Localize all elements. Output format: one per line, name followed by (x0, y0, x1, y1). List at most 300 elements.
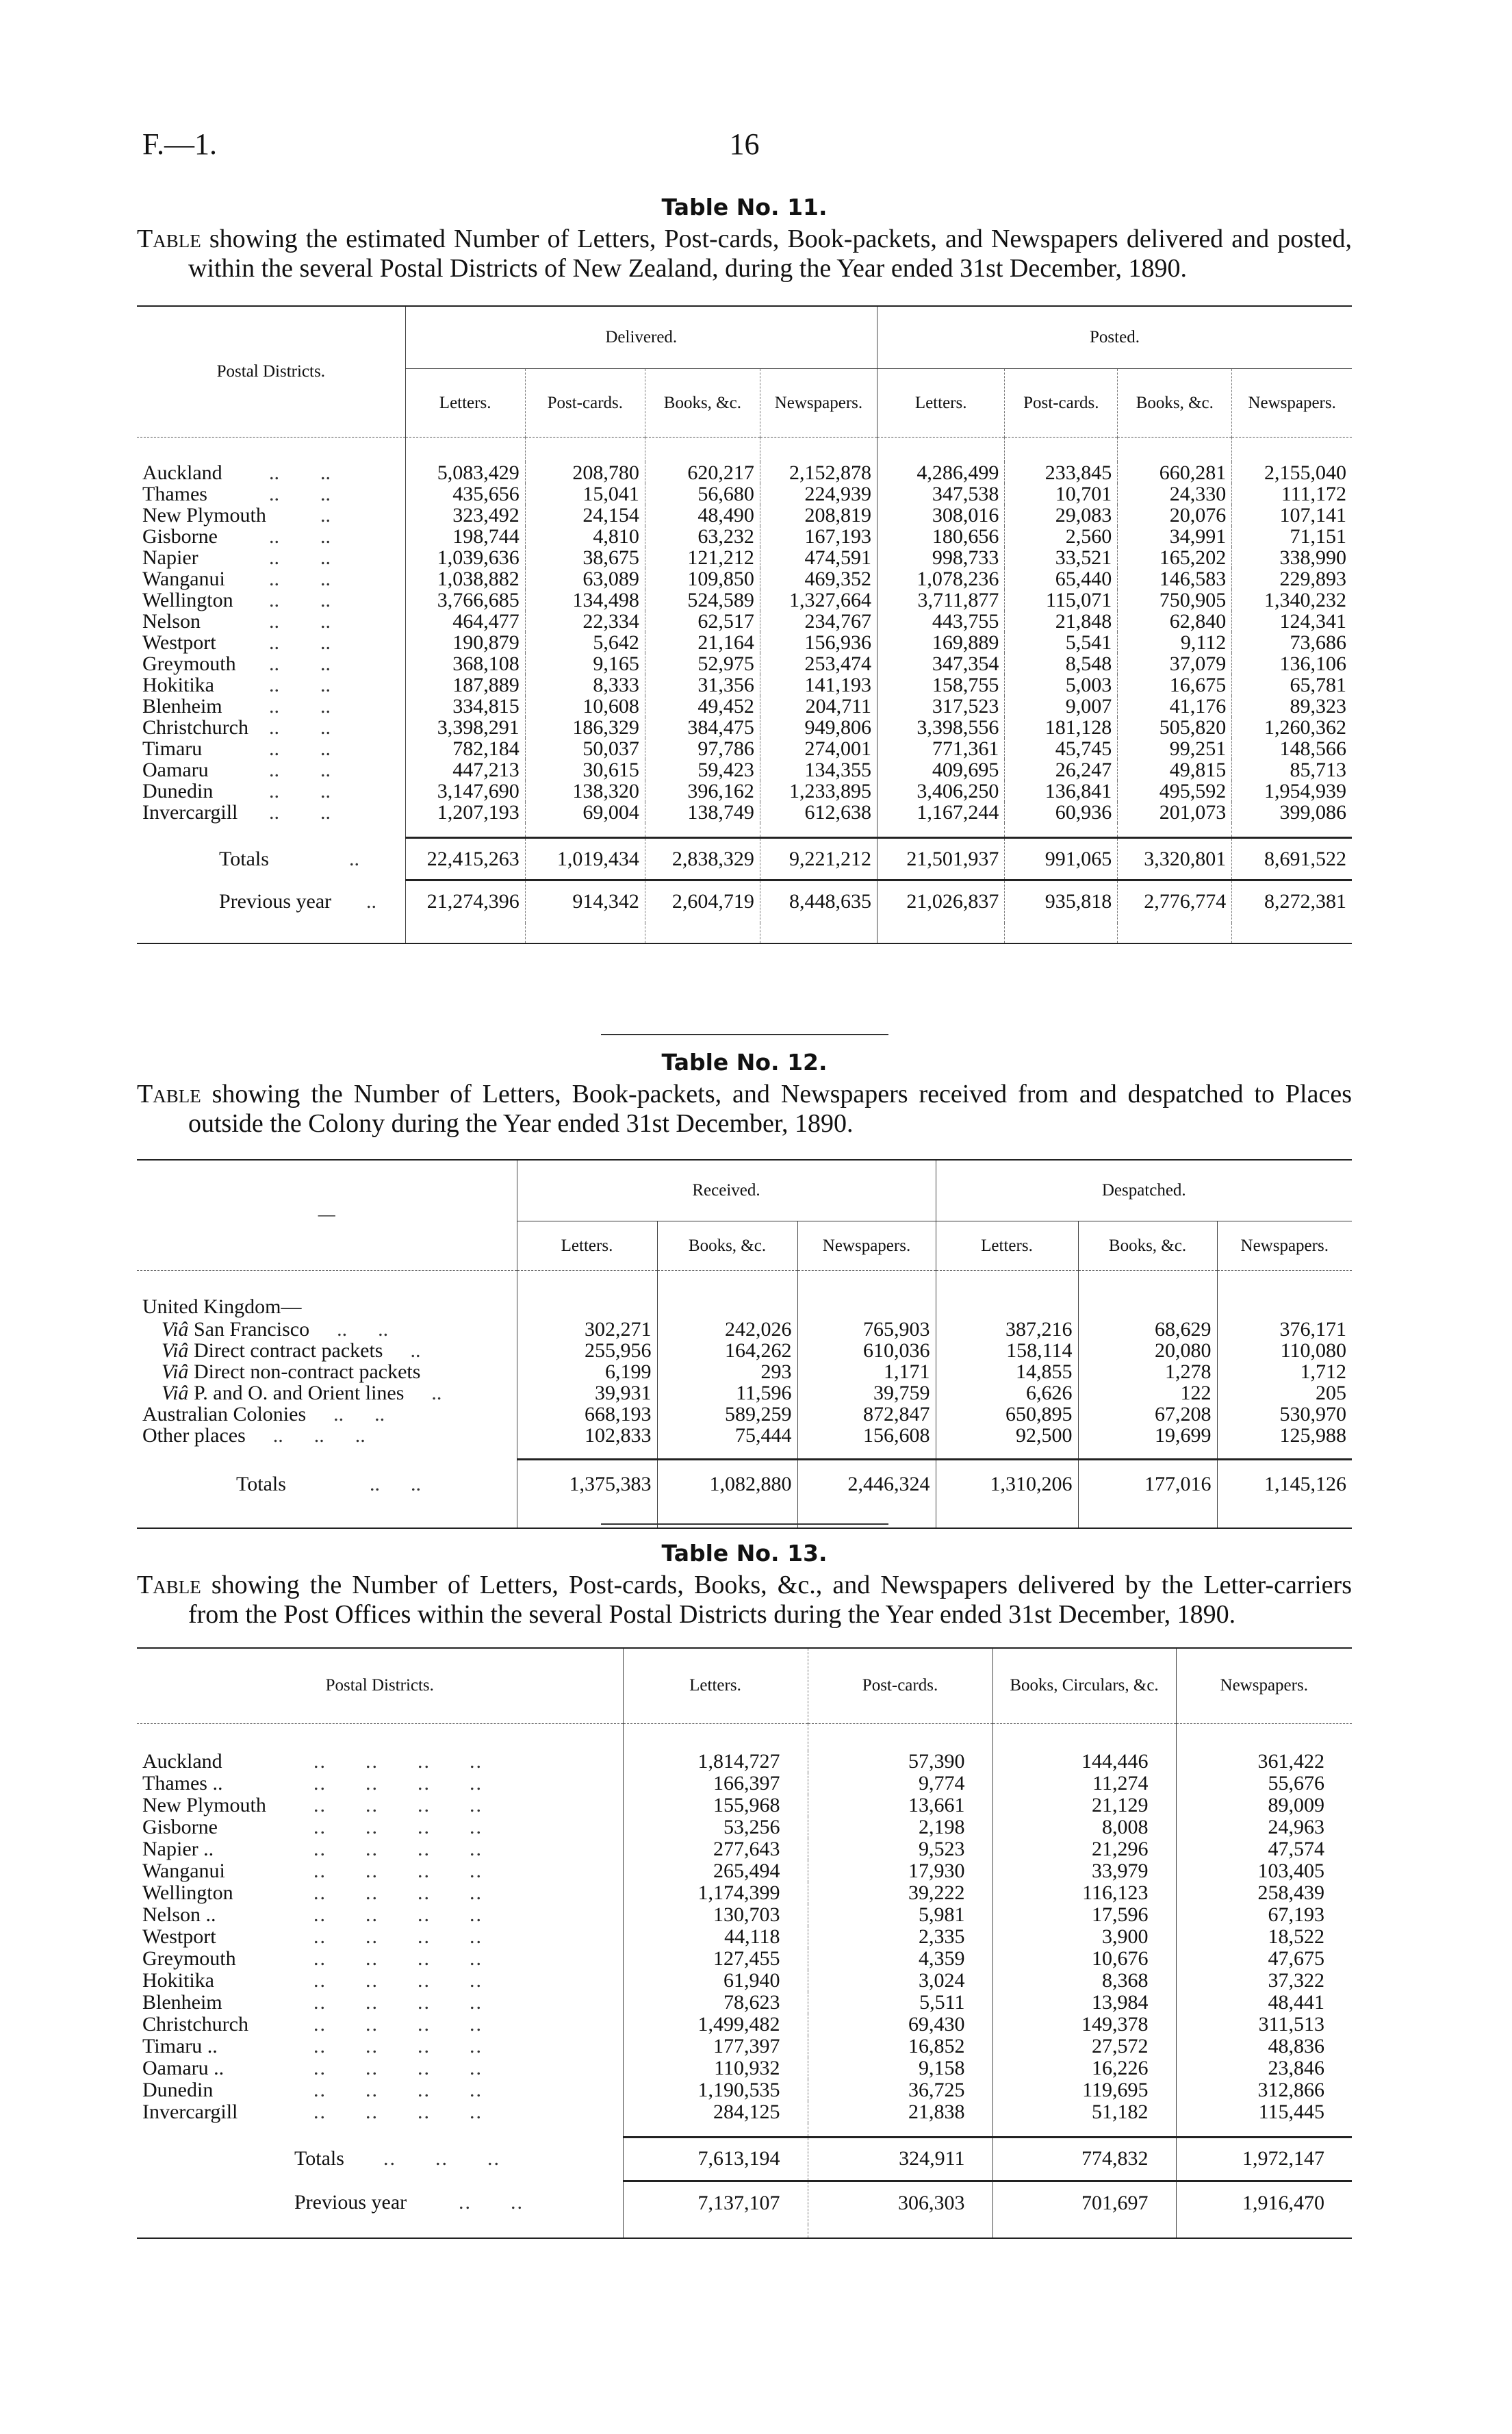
previous-label: Previous year .. .. (294, 2191, 524, 2214)
cell-value: 37,322 (1176, 1970, 1352, 1992)
cell-value: 144,446 (992, 1751, 1176, 1773)
cell-value: 435,656 (405, 483, 525, 505)
cell-value: 24,154 (525, 505, 645, 526)
leader-dots: .. .. .. .. (313, 1903, 483, 1926)
cell-value: 18,522 (1176, 1926, 1352, 1948)
cell-value: 2,838,329 (645, 838, 760, 880)
cell-value: 11,274 (992, 1773, 1176, 1795)
cell-value: 1,233,895 (760, 781, 877, 802)
district-name (137, 717, 405, 738)
district-name (137, 526, 405, 547)
cell-value: 255,956 (517, 1340, 657, 1361)
cell-value: 15,041 (525, 483, 645, 505)
previous-year-row (137, 880, 1352, 923)
cell-value: 158,114 (936, 1340, 1078, 1361)
cell-value: 111,172 (1232, 483, 1352, 505)
cell-value: 5,083,429 (405, 462, 525, 483)
cell-value: 38,675 (525, 547, 645, 568)
cell-value: 208,780 (525, 462, 645, 483)
cell-value: 2,152,878 (760, 462, 877, 483)
cell-value: 323,492 (405, 505, 525, 526)
cell-value: 229,893 (1232, 568, 1352, 590)
cell-value: 312,866 (1176, 2079, 1352, 2101)
cell-value: 1,916,470 (1176, 2181, 1352, 2224)
cell-value: 3,766,685 (405, 590, 525, 611)
totals-row (137, 2137, 1352, 2181)
column-header-delivered-postcards: Post-cards. (525, 369, 645, 438)
district-label: Dunedin (142, 2079, 214, 2101)
leader-dots: .. .. .. .. (313, 1991, 483, 2014)
cell-value: 1,038,882 (405, 568, 525, 590)
table-row (137, 547, 1352, 568)
district-name (137, 1882, 623, 1904)
cell-value: 89,323 (1232, 696, 1352, 717)
cell-value: 3,024 (808, 1970, 992, 1992)
cell-value: 1,499,482 (623, 2014, 808, 2036)
cell-value: 242,026 (657, 1319, 797, 1340)
table-row (137, 1425, 1352, 1446)
cell-value: 16,226 (992, 2057, 1176, 2079)
district-name (137, 590, 405, 611)
leader-dots: .. (269, 779, 279, 802)
district-label: Thames (142, 482, 207, 505)
leader-dots: .. (269, 737, 279, 760)
cell-value: 308,016 (877, 505, 1004, 526)
cell-value: 5,981 (808, 1904, 992, 1926)
leader-dots: .. .. .. .. (313, 2079, 483, 2101)
cell-value: 62,517 (645, 611, 760, 632)
cell-value: 51,182 (992, 2101, 1176, 2123)
table-row (137, 526, 1352, 547)
table-11-title: Table No. 11. (661, 194, 828, 220)
leader-dots: .. (269, 567, 279, 590)
cell-value: 3,320,801 (1118, 838, 1232, 880)
cell-value: 1,327,664 (760, 590, 877, 611)
cell-value: 60,936 (1005, 802, 1118, 823)
cell-value: 7,613,194 (623, 2137, 808, 2181)
district-name (137, 1795, 623, 1816)
cell-value: 1,712 (1217, 1361, 1352, 1382)
leader-dots: .. .. (333, 1402, 385, 1425)
cell-value: 1,814,727 (623, 1751, 808, 1773)
district-label: New Plymouth (142, 1794, 266, 1816)
district-name (137, 1751, 623, 1773)
cell-value: 63,089 (525, 568, 645, 590)
cell-value: 61,940 (623, 1970, 808, 1992)
cell-value: 495,592 (1118, 781, 1232, 802)
cell-value: 21,026,837 (877, 880, 1004, 923)
leader-dots: .. (269, 758, 279, 781)
cell-value: 396,162 (645, 781, 760, 802)
cell-value: 253,474 (760, 653, 877, 674)
cell-value: 610,036 (797, 1340, 936, 1361)
cell-value: 376,171 (1217, 1319, 1352, 1340)
cell-value: 317,523 (877, 696, 1004, 717)
running-header (137, 127, 1352, 168)
cell-value: 3,900 (992, 1926, 1176, 1948)
table-row (137, 483, 1352, 505)
leader-dots: .. .. .. .. (313, 1947, 483, 1970)
cell-value: 347,354 (877, 653, 1004, 674)
cell-value: 293 (657, 1361, 797, 1382)
cell-value: 1,972,147 (1176, 2137, 1352, 2181)
leader-dots: .. (320, 546, 331, 569)
table-row (137, 674, 1352, 696)
leader-dots: .. .. .. .. (313, 1794, 483, 1816)
cell-value: 156,608 (797, 1425, 936, 1446)
district-name (137, 1838, 623, 1860)
cell-value: 4,286,499 (877, 462, 1004, 483)
leader-dots: .. (269, 482, 279, 505)
district-label: Wanganui (142, 1860, 225, 1882)
table-row (137, 759, 1352, 781)
group-header-received: Received. (517, 1160, 936, 1221)
cell-value: 443,755 (877, 611, 1004, 632)
cell-value: 334,815 (405, 696, 525, 717)
cell-value: 1,078,236 (877, 568, 1004, 590)
cell-value: 21,296 (992, 1838, 1176, 1860)
cell-value: 29,083 (1005, 505, 1118, 526)
cell-value: 116,123 (992, 1882, 1176, 1904)
source-name: Viâ Direct contract packets .. (162, 1339, 421, 1362)
district-name (137, 781, 405, 802)
column-header-postcards: Post-cards. (808, 1648, 992, 1723)
cell-value: 62,840 (1118, 611, 1232, 632)
cell-value: 63,232 (645, 526, 760, 547)
cell-value: 2,776,774 (1118, 880, 1232, 923)
cell-value: 41,176 (1118, 696, 1232, 717)
cell-value: 181,128 (1005, 717, 1118, 738)
cell-value: 3,398,291 (405, 717, 525, 738)
cell-value: 949,806 (760, 717, 877, 738)
cell-value: 1,340,232 (1232, 590, 1352, 611)
district-name (137, 1970, 623, 1992)
cell-value: 2,560 (1005, 526, 1118, 547)
cell-value: 121,212 (645, 547, 760, 568)
district-label: New Plymouth (142, 503, 266, 527)
cell-value: 1,039,636 (405, 547, 525, 568)
cell-value: 8,272,381 (1232, 880, 1352, 923)
column-header-postal-districts: Postal Districts. (216, 362, 325, 381)
cell-value: 20,080 (1078, 1340, 1217, 1361)
leader-dots: .. (320, 800, 331, 824)
cell-value: 23,846 (1176, 2057, 1352, 2079)
cell-value: 190,879 (405, 632, 525, 653)
cell-value: 13,984 (992, 1992, 1176, 2014)
district-name (137, 568, 405, 590)
cell-value: 16,675 (1118, 674, 1232, 696)
district-name (137, 611, 405, 632)
column-header-letters: Letters. (623, 1648, 808, 1723)
table-row (137, 505, 1352, 526)
district-name (137, 2101, 623, 2123)
table-13-grid (137, 1647, 1352, 2239)
district-name (137, 483, 405, 505)
cell-value: 991,065 (1005, 838, 1118, 880)
district-name (137, 1904, 623, 1926)
leader-dots: .. .. .. .. (313, 2057, 483, 2079)
cell-value: 186,329 (525, 717, 645, 738)
cell-value: 935,818 (1005, 880, 1118, 923)
district-name (137, 505, 405, 526)
leader-dots: .. .. (337, 1317, 389, 1341)
district-label: Hokitika (142, 1969, 214, 1992)
district-label: Gisborne (142, 524, 218, 548)
leader-dots: .. (320, 524, 331, 548)
table-13-title: Table No. 13. (661, 1540, 828, 1567)
table-row (137, 2101, 1352, 2123)
cell-value: 71,151 (1232, 526, 1352, 547)
cell-value: 668,193 (517, 1404, 657, 1425)
leader-dots: .. (320, 631, 331, 654)
cell-value: 2,335 (808, 1926, 992, 1948)
group-row (137, 1295, 1352, 1319)
cell-value: 6,626 (936, 1382, 1078, 1404)
district-label: Auckland (142, 461, 222, 484)
cell-value: 771,361 (877, 738, 1004, 759)
cell-value: 324,911 (808, 2137, 992, 2181)
group-header-posted: Posted. (877, 306, 1352, 369)
leader-dots: .. (269, 524, 279, 548)
cell-value: 384,475 (645, 717, 760, 738)
table-row (137, 2057, 1352, 2079)
table-12 (137, 1034, 1352, 1529)
column-header-posted-newspapers: Newspapers. (1232, 369, 1352, 438)
cell-value: 612,638 (760, 802, 877, 823)
leader-dots: .. (320, 779, 331, 802)
table-row (137, 1340, 1352, 1361)
cell-value: 1,207,193 (405, 802, 525, 823)
cell-value: 45,745 (1005, 738, 1118, 759)
cell-value: 1,190,535 (623, 2079, 808, 2101)
cell-value: 4,810 (525, 526, 645, 547)
leader-dots: .. .. .. .. (313, 1881, 483, 1904)
cell-value: 57,390 (808, 1751, 992, 1773)
district-name (137, 696, 405, 717)
table-row (137, 781, 1352, 802)
cell-value: 8,691,522 (1232, 838, 1352, 880)
cell-value: 409,695 (877, 759, 1004, 781)
spacer-row (137, 438, 1352, 462)
cell-value: 6,199 (517, 1361, 657, 1382)
district-label: Napier (142, 546, 198, 569)
cell-value: 67,208 (1078, 1404, 1217, 1425)
cell-value: 21,501,937 (877, 838, 1004, 880)
cell-value: 8,008 (992, 1816, 1176, 1838)
table-12-grid (137, 1159, 1352, 1529)
cell-value: 44,118 (623, 1926, 808, 1948)
cell-value: 85,713 (1232, 759, 1352, 781)
district-name (137, 547, 405, 568)
cell-value: 701,697 (992, 2181, 1176, 2224)
cell-value: 53,256 (623, 1816, 808, 1838)
cell-value: 97,786 (645, 738, 760, 759)
cell-value: 124,341 (1232, 611, 1352, 632)
district-name (137, 759, 405, 781)
cell-value: 9,774 (808, 1773, 992, 1795)
table-row (137, 1882, 1352, 1904)
cell-value: 102,833 (517, 1425, 657, 1446)
cell-value: 274,001 (760, 738, 877, 759)
cell-value: 8,368 (992, 1970, 1176, 1992)
cell-value: 1,174,399 (623, 1882, 808, 1904)
table-row (137, 1860, 1352, 1882)
cell-value: 177,016 (1078, 1460, 1217, 1509)
cell-value: 146,583 (1118, 568, 1232, 590)
leader-dots: .. (320, 737, 331, 760)
leader-dots: .. (269, 588, 279, 611)
leader-dots (420, 1360, 448, 1383)
leader-dots: .. (269, 461, 279, 484)
column-header-postal-districts: Postal Districts. (325, 1676, 434, 1695)
cell-value: 1,954,939 (1232, 781, 1352, 802)
cell-value: 233,845 (1005, 462, 1118, 483)
totals-row (137, 1460, 1352, 1509)
district-label: Hokitika (142, 673, 214, 696)
cell-value: 204,711 (760, 696, 877, 717)
table-row (137, 1319, 1352, 1340)
cell-value: 138,320 (525, 781, 645, 802)
cell-value: 24,330 (1118, 483, 1232, 505)
cell-value: 33,521 (1005, 547, 1118, 568)
cell-value: 148,566 (1232, 738, 1352, 759)
leader-dots: .. (269, 609, 279, 633)
cell-value: 302,271 (517, 1319, 657, 1340)
district-name (137, 1992, 623, 2014)
cell-value: 7,137,107 (623, 2181, 808, 2224)
cell-value: 75,444 (657, 1425, 797, 1446)
cell-value: 9,112 (1118, 632, 1232, 653)
cell-value: 469,352 (760, 568, 877, 590)
cell-value: 660,281 (1118, 462, 1232, 483)
district-name (137, 462, 405, 483)
district-name (137, 674, 405, 696)
cell-value: 47,675 (1176, 1948, 1352, 1970)
cell-value: 650,895 (936, 1404, 1078, 1425)
cell-value: 48,490 (645, 505, 760, 526)
cell-value: 130,703 (623, 1904, 808, 1926)
cell-value: 21,274,396 (405, 880, 525, 923)
leader-dots: .. .. .. .. (313, 1816, 483, 1838)
cell-value: 21,848 (1005, 611, 1118, 632)
table-row (137, 1816, 1352, 1838)
table-row (137, 717, 1352, 738)
table-row (137, 1970, 1352, 1992)
cell-value: 2,446,324 (797, 1460, 936, 1509)
cell-value: 48,836 (1176, 2036, 1352, 2057)
cell-value: 39,931 (517, 1382, 657, 1404)
cell-value: 3,147,690 (405, 781, 525, 802)
leader-dots: .. .. .. .. (313, 2035, 483, 2057)
cell-value: 17,930 (808, 1860, 992, 1882)
cell-value: 68,629 (1078, 1319, 1217, 1340)
cell-value: 110,932 (623, 2057, 808, 2079)
cell-value: 399,086 (1232, 802, 1352, 823)
cell-value: 65,781 (1232, 674, 1352, 696)
district-label: Timaru .. (142, 2035, 218, 2057)
cell-value: 8,448,635 (760, 880, 877, 923)
table-11-grid (137, 305, 1352, 944)
cell-value: 258,439 (1176, 1882, 1352, 1904)
leader-dots: .. (269, 800, 279, 824)
cell-value: 110,080 (1217, 1340, 1352, 1361)
cell-value: 284,125 (623, 2101, 808, 2123)
cell-value: 21,129 (992, 1795, 1176, 1816)
cell-value: 165,202 (1118, 547, 1232, 568)
table-row (137, 1404, 1352, 1425)
cell-value: 156,936 (760, 632, 877, 653)
district-label: Oamaru (142, 758, 209, 781)
table-row (137, 653, 1352, 674)
cell-value: 1,278 (1078, 1361, 1217, 1382)
leader-dots: .. (320, 567, 331, 590)
table-row (137, 1948, 1352, 1970)
cell-value: 99,251 (1118, 738, 1232, 759)
previous-label: Previous year .. (219, 889, 376, 913)
cell-value: 13,661 (808, 1795, 992, 1816)
cell-value: 5,642 (525, 632, 645, 653)
cell-value: 49,452 (645, 696, 760, 717)
totals-label: Totals .. (219, 847, 359, 870)
district-name (137, 2014, 623, 2036)
district-label: Invercargill (142, 2101, 238, 2123)
column-header-posted-letters: Letters. (877, 369, 1004, 438)
column-header-received-newspapers: Newspapers. (797, 1221, 936, 1271)
cell-value: 1,019,434 (525, 838, 645, 880)
cell-value: 765,903 (797, 1319, 936, 1340)
district-label: Westport (142, 1925, 216, 1948)
cell-value: 530,970 (1217, 1404, 1352, 1425)
cell-value: 9,165 (525, 653, 645, 674)
cell-value: 39,759 (797, 1382, 936, 1404)
cell-value: 2,604,719 (645, 880, 760, 923)
district-label: Wellington (142, 588, 233, 611)
district-label: Oamaru .. (142, 2057, 225, 2079)
table-13-caption: Table showing the Number of Letters, Post-cards, Books, &c., and Newspapers delivered by the Letter-carriers from the Post Offices within the several Postal Districts during the Year ended 31st December, 1890. (137, 1571, 1352, 1629)
column-header-delivered-newspapers: Newspapers. (760, 369, 877, 438)
cell-value: 8,333 (525, 674, 645, 696)
table-row (137, 1773, 1352, 1795)
leader-dots: .. (320, 461, 331, 484)
cell-value: 1,260,362 (1232, 717, 1352, 738)
cell-value: 9,007 (1005, 696, 1118, 717)
cell-value: 136,841 (1005, 781, 1118, 802)
cell-value: 234,767 (760, 611, 877, 632)
cell-value: 127,455 (623, 1948, 808, 1970)
cell-value: 155,968 (623, 1795, 808, 1816)
cell-value: 1,171 (797, 1361, 936, 1382)
leader-dots: .. .. .. .. (313, 2101, 483, 2123)
cell-value: 10,701 (1005, 483, 1118, 505)
cell-value: 589,259 (657, 1404, 797, 1425)
district-label: Thames .. (142, 1772, 223, 1795)
cell-value: 9,221,212 (760, 838, 877, 880)
leader-dots: .. (320, 588, 331, 611)
district-name (137, 2036, 623, 2057)
cell-value: 73,686 (1232, 632, 1352, 653)
district-label: Dunedin (142, 779, 214, 802)
district-name (137, 1860, 623, 1882)
leader-dots: .. (269, 694, 279, 718)
leader-dots: .. (269, 652, 279, 675)
cell-value: 36,725 (808, 2079, 992, 2101)
cell-value: 5,541 (1005, 632, 1118, 653)
totals-label: Totals .. .. .. (294, 2147, 500, 2170)
column-header-newspapers: Newspapers. (1176, 1648, 1352, 1723)
cell-value: 125,988 (1217, 1425, 1352, 1446)
cell-value: 34,991 (1118, 526, 1232, 547)
cell-value: 27,572 (992, 2036, 1176, 2057)
